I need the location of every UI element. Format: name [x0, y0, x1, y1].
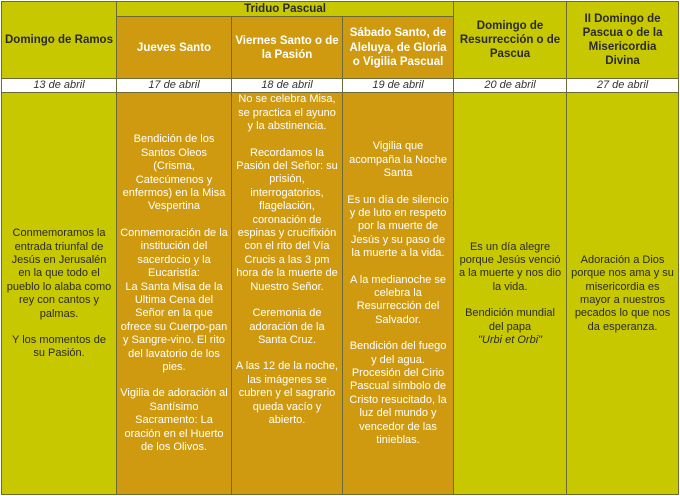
paragraph: Bendición mundial del papa	[465, 307, 555, 333]
paragraph: Bendición de los Santos Oleos (Crisma, Catecúmenos y enfermos) en la Misa Vespertina	[122, 133, 226, 213]
paragraph: Y los momentos de su Pasión.	[12, 333, 106, 360]
col-header-sabado-santo: Sábado Santo, de Aleluya, de Gloria o Vigilia Pascual	[343, 17, 454, 79]
paragraph: Vigilia que acompaña la Noche Santa	[349, 140, 447, 180]
body-cell-jueves-santo	[117, 93, 232, 495]
paragraph: Adoración a Dios porque nos ama y su misericordia es mayor a nuestros pecados lo que nos da esperanza.	[571, 253, 674, 333]
paragraph: Conmemoración de la institución del sacerdocio y la Eucaristía:	[120, 226, 228, 280]
col-header-ii-domingo-de-pascua: II Domingo de Pascua o de la Misericordia Divina	[567, 2, 679, 79]
col-header-jueves-santo: Jueves Santo	[117, 17, 232, 79]
body-cell-sabado-santo	[343, 93, 454, 495]
paragraph: Es un día alegre porque Jesús venció a la muerte y nos dio la vida.	[458, 240, 562, 293]
paragraph: Ceremonia de adoración de la Santa Cruz.	[249, 307, 325, 346]
date-cell: 13 de abril	[2, 79, 117, 93]
paragraph: Vigilia de adoración al Santísimo Sacramento: La oración en el Huerto de los Olivos.	[120, 387, 228, 453]
paragraph: La Santa Misa de la Ultima Cena del Señor en la que ofrece su Cuerpo-pan y Sangre-vino. El rito del lavatorio de los pies.	[120, 280, 228, 373]
paragraph: A la medianoche se celebra la Resurrección del Salvador.	[350, 273, 447, 326]
date-cell: 20 de abril	[454, 79, 567, 93]
paragraph: Es un día de silencio y de luto en respeto por la muerte de Jesús y su paso de la muerte a la vida.	[347, 193, 449, 260]
paragraph: A las 12 de la noche, las imágenes se cubren y el sagrario queda vacío y abierto.	[235, 360, 339, 426]
date-cell: 17 de abril	[117, 79, 232, 93]
date-cell: 19 de abril	[343, 79, 454, 93]
triduo-pascual-title: Triduo Pascual	[117, 2, 454, 17]
paragraph: No se celebra Misa, se practica el ayuno y la abstinencia.	[238, 93, 336, 133]
body-cell-domingo-de-ramos	[2, 93, 117, 495]
holy-week-schedule-table	[1, 1, 679, 495]
date-cell: 18 de abril	[232, 79, 343, 93]
paragraph: Recordamos la Pasión del Señor: su prisión, interrogatorios, flagelación, coronación de espinas y crucifixión con el rito del Vía Crucis a las 3 pm hora de la muerte de Nuestro Señor.	[236, 146, 338, 293]
col-header-domingo-de-resurreccion: Domingo de Resurrección o de Pascua	[454, 2, 567, 79]
col-header-viernes-santo: Viernes Santo o de la Pasión	[232, 17, 343, 79]
col-header-domingo-de-ramos: Domingo de Ramos	[2, 2, 117, 79]
paragraph: Conmemoramos la entrada triunfal de Jesús en Jerusalén en la que todo el pueblo lo alaba como rey con cantos y palmas.	[6, 227, 112, 320]
body-cell-viernes-santo	[232, 93, 343, 495]
urbi-et-orbi-text: "Urbi et Orbi"	[478, 333, 543, 346]
body-cell-ii-domingo-de-pascua	[567, 93, 679, 495]
date-cell: 27 de abril	[567, 79, 679, 93]
paragraph: Bendición del fuego y del agua. Procesión del Cirio Pascual símbolo de Cristo resucitado, la luz del mundo y vencedor de las tinieblas.	[349, 340, 447, 447]
body-cell-domingo-de-resurreccion	[454, 93, 567, 495]
